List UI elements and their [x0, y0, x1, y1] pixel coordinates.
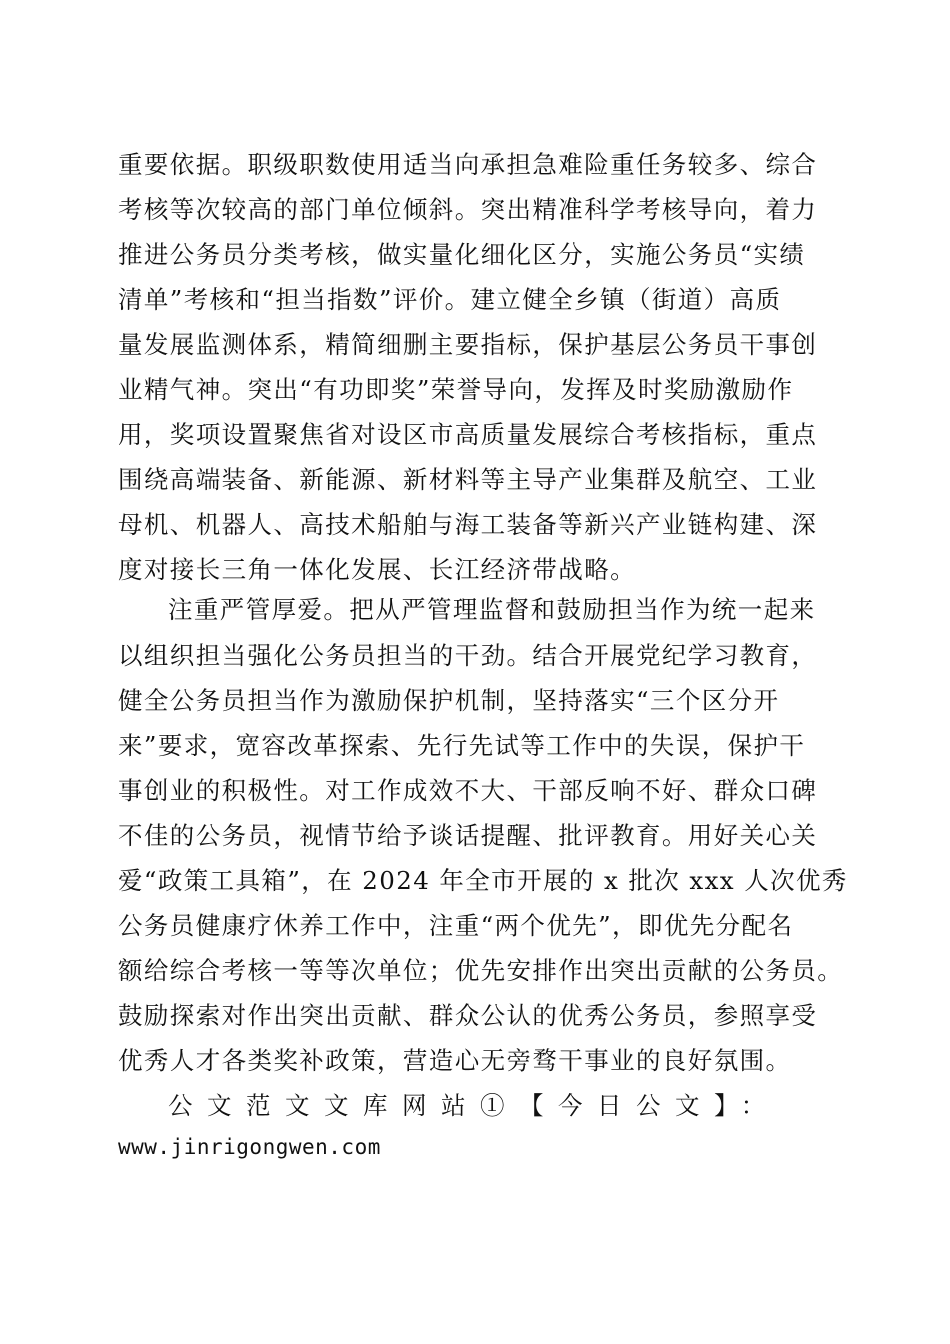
text-line: 健全公务员担当作为激励保护机制，坚持落实“三个区分开: [118, 686, 780, 715]
text-line: 考核等次较高的部门单位倾斜。突出精准科学考核导向，着力: [118, 195, 818, 224]
text-line: 围绕高端装备、新能源、新材料等主导产业集群及航空、工业: [118, 465, 818, 494]
text-line: 公务员健康疗休养工作中，注重“两个优先”，即优先分配名: [118, 911, 794, 940]
text-line: 清单”考核和“担当指数”评价。建立健全乡镇（街道）高质: [118, 285, 782, 314]
source-line: 公文范文文库网站①【今日公文】：: [168, 1091, 780, 1120]
text-line: 母机、机器人、高技术船舶与海工装备等新兴产业链构建、深: [118, 510, 818, 539]
text-line: 优秀人才各类奖补政策，营造心无旁骛干事业的良好氛围。: [118, 1046, 792, 1075]
text-line: 来”要求，宽容改革探索、先行先试等工作中的失误，保护干: [118, 731, 806, 760]
text-line: 量发展监测体系，精简细删主要指标，保护基层公务员干事创: [118, 330, 818, 359]
text-line: 注重严管厚爱。把从严管理监督和鼓励担当作为统一起来: [168, 595, 816, 624]
text-line: 业精气神。突出“有功即奖”荣誉导向，发挥及时奖励激励作: [118, 375, 794, 404]
text-line: 不佳的公务员，视情节给予谈话提醒、批评教育。用好关心关: [118, 821, 818, 850]
text-line: 爱“政策工具箱”，在 2024 年全市开展的 x 批次 xxx 人次优秀: [118, 866, 848, 895]
text-line: 用，奖项设置聚焦省对设区市高质量发展综合考核指标，重点: [118, 420, 818, 449]
text-line: 度对接长三角一体化发展、长江经济带战略。: [118, 555, 636, 584]
text-line: 以组织担当强化公务员担当的干劲。结合开展党纪学习教育，: [118, 641, 818, 670]
text-line: 重要依据。职级职数使用适当向承担急难险重任务较多、综合: [118, 150, 818, 179]
text-line: 推进公务员分类考核，做实量化细化区分，实施公务员“实绩: [118, 240, 806, 269]
text-line: 鼓励探索对作出突出贡献、群众公认的优秀公务员，参照享受: [118, 1001, 818, 1030]
text-line: 额给综合考核一等等次单位；优先安排作出突出贡献的公务员。: [118, 956, 844, 985]
text-line: 事创业的积极性。对工作成效不大、干部反响不好、群众口碑: [118, 776, 818, 805]
source-url[interactable]: www.jinrigongwen.com: [118, 1135, 381, 1159]
